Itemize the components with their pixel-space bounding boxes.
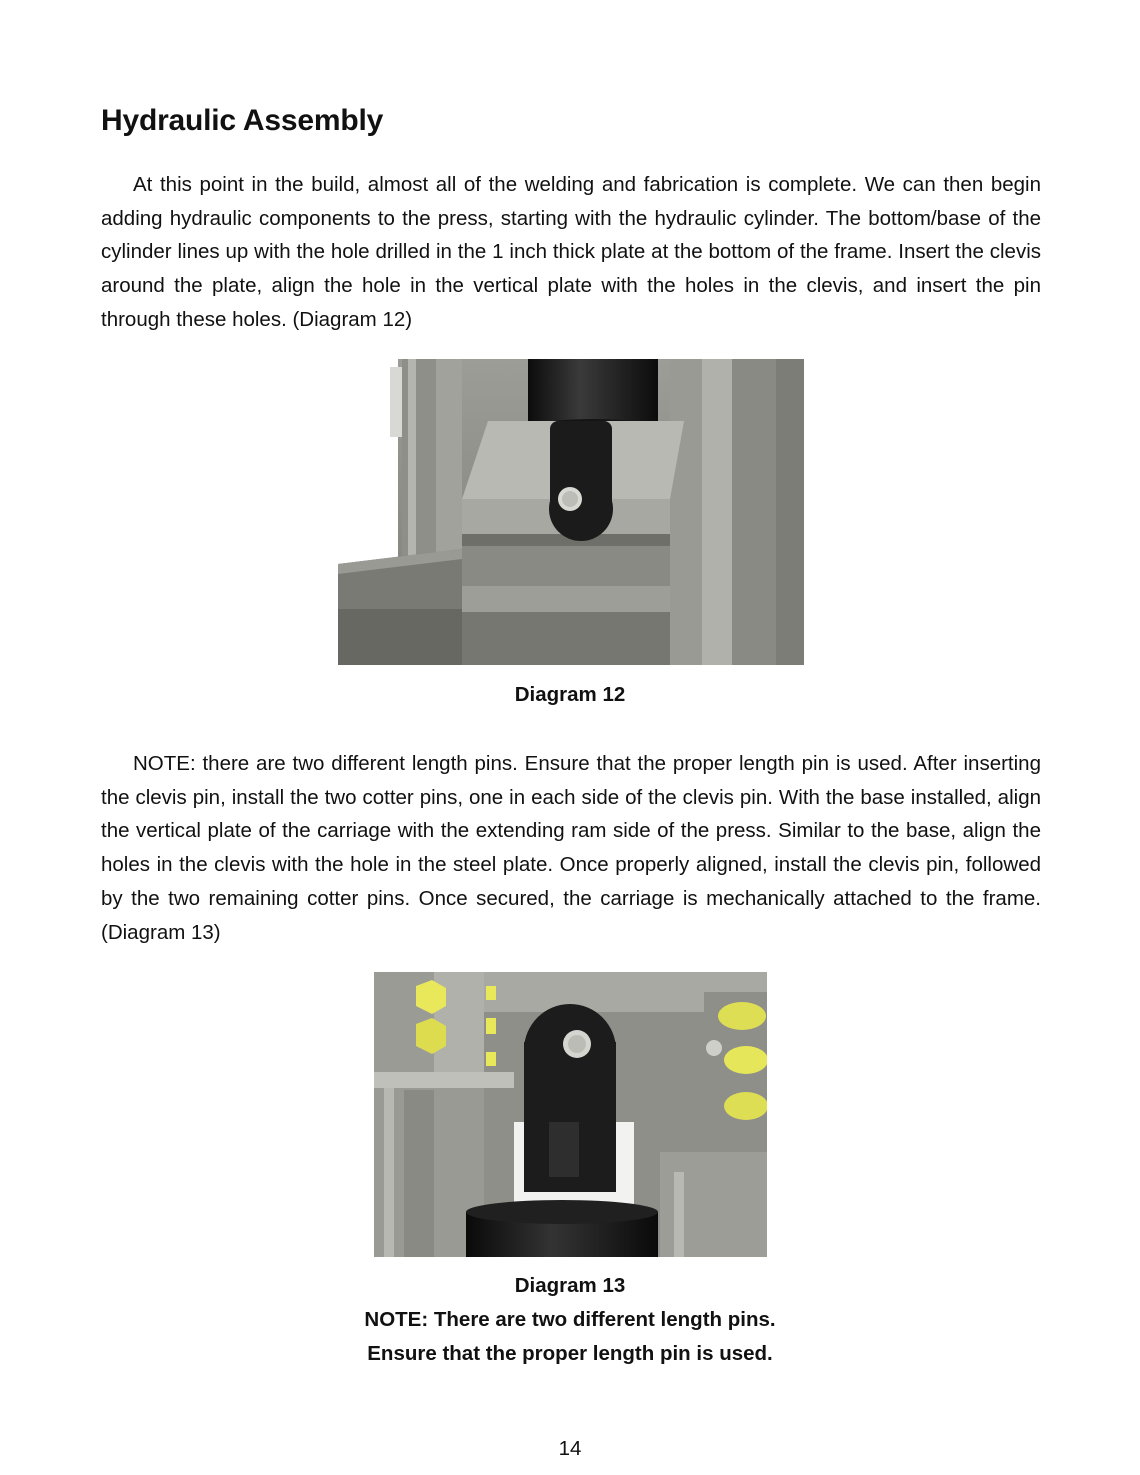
page-number: 14 (558, 1437, 582, 1460)
diagram-13-image (374, 972, 767, 1257)
diagram-13-note-line-1: NOTE: There are two different length pins. (364, 1308, 776, 1331)
paragraph-intro: At this point in the build, almost all of the welding and fabrication is complete. We can then begin adding hydraulic components to the press, starting with the hydraulic cylinder. The bottom/base of the cylinder lines up with the hole drilled in the 1 inch thick plate at the bottom of the frame. Insert the clevis around the plate, align the hole in the vertical plate with the holes in the clevis, and insert the pin through these holes. (Diagram 12) (101, 173, 1041, 331)
diagram-12-render (338, 359, 804, 665)
diagram-13-note-line-2: Ensure that the proper length pin is used. (367, 1342, 773, 1365)
diagram-12-caption: Diagram 12 (514, 683, 626, 706)
paragraph-note: NOTE: there are two different length pins. Ensure that the proper length pin is used. After inserting the clevis pin, install the two cotter pins, one in each side of the clevis pin. With the base installed, align the vertical plate of the carriage with the extending ram side of the press. Similar to the base, align the holes in the clevis with the hole in the steel plate. Once properly aligned, install the clevis pin, followed by the two remaining cotter pins. Once secured, the carriage is mechanically attached to the frame. (Diagram 13) (101, 752, 1041, 944)
diagram-13-render (374, 972, 767, 1257)
section-heading: Hydraulic Assembly (101, 104, 384, 137)
diagram-12-image (338, 359, 804, 665)
diagram-13-caption: Diagram 13 (514, 1274, 626, 1297)
